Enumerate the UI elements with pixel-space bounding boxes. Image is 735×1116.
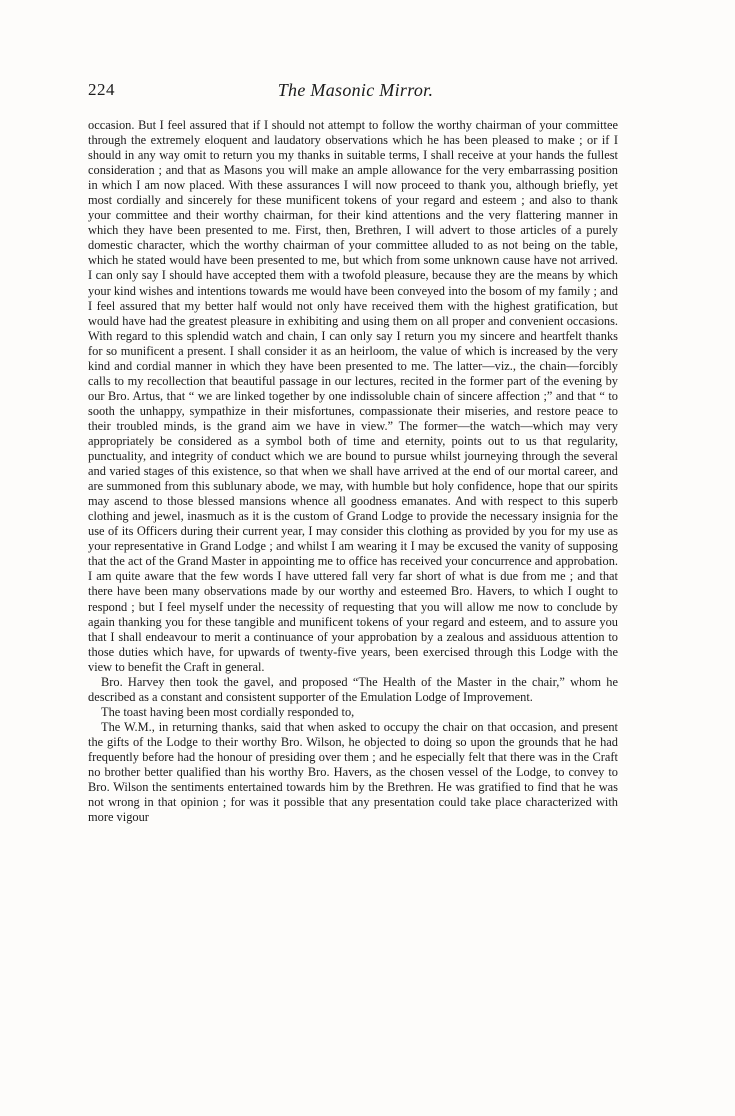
page-number: 224 bbox=[88, 80, 115, 99]
paragraph-speech: occasion. But I feel assured that if I should not attempt to follow the worthy chairman of your committee through the extremely eloquent and laudatory observations which he has been pleased to make ; or if I should in any way omit to return you my thanks in suitable terms, I shall receive at your hands the fullest consideration ; and that as Masons you will make an ample allowance for the very embarrassing position in which I am now placed. With these assurances I will now proceed to thank you, although briefly, yet most cordially and sincerely for these munificent tokens of your regard and esteem ; and also to thank your committee and their worthy chairman, for their kind attentions and the very flattering manner in which they have been presented to me. First, then, Brethren, I will advert to those articles of a purely domestic character, which the worthy chairman of your committee alluded to as not being on the table, which he stated would have been presented to me, but which from some unknown cause have not arrived. I can only say I should have accepted them with a twofold pleasure, because they are the means by which your kind wishes and intentions towards me would have been conveyed into the bosom of my family ; and I feel assured that my better half would not only have received them with the highest gratification, but would have had the greatest pleasure in exhibiting and using them on all proper and convenient occasions. With regard to this splendid watch and chain, I can only say I return you my sincere and heartfelt thanks for so munificent a present. I shall consider it as an heirloom, the value of which is increased by the very kind and cordial manner in which they have been presented to me. The latter—viz., the chain—forcibly calls to my recollection that beautiful passage in our lectures, recited in the former part of the evening by our Bro. Artus, that “ we are linked together by one indissoluble chain of sincere affection ;” and that “ to sooth the unhappy, sympathize in their misfortunes, compassionate their miseries, and restore peace to their troubled minds, is the grand aim we have in view.” The former—the watch—which may very appropriately be considered as a symbol both of time and eternity, points out to us that regularity, punctuality, and integrity of conduct which we are bound to pursue whilst journeying through the several and varied stages of this existence, so that when we shall have arrived at the end of our mortal career, and are summoned from this sublunary abode, we may, with humble but holy confidence, hope that our spirits may ascend to those blessed mansions whence all goodness emanates. And with respect to this superb clothing and jewel, inasmuch as it is the custom of Grand Lodge to provide the necessary insignia for the use of its Officers during their current year, I may consider this clothing as provided by you for my use as your representative in Grand Lodge ; and whilst I am wearing it I may be excused the vanity of supposing that the act of the Grand Master in appointing me to office has received your concurrence and approbation. I am quite aware that the few words I have uttered fall very far short of what is due from me ; and that there have been many observations made by our worthy and esteemed Bro. Havers, to which I ought to respond ; but I feel myself under the necessity of requesting that you will allow me now to conclude by again thanking you for these tangible and munificent tokens of your regard and esteem, and to assure you that I shall endeavour to merit a continuance of your approbation by a zealous and assiduous attention to those duties which have, for upwards of twenty-five years, been exercised through this Lodge with the view to benefit the Craft in general. bbox=[88, 118, 618, 674]
paragraph-wm-reply: The W.M., in returning thanks, said that when asked to occupy the chair on that occasion, and present the gifts of the Lodge to their worthy Bro. Wilson, he objected to doing so upon the grounds that he had frequently before had the honour of presiding over them ; and he especially felt that there was in the Craft no brother better qualified than his worthy Bro. Havers, as the chosen vessel of the Lodge, to convey to Bro. Wilson the sentiments entertained towards him by the Brethren. He was gratified to find that he was not wrong in that opinion ; for was it possible that any presentation could take place characterized with more vigour bbox=[88, 719, 618, 825]
page-header bbox=[88, 80, 623, 106]
body-text bbox=[88, 118, 618, 825]
running-title: The Masonic Mirror. bbox=[277, 80, 434, 100]
paragraph-toast-proposal: Bro. Harvey then took the gavel, and proposed “The Health of the Master in the chair,” whom he described as a constant and consistent supporter of the Emulation Lodge of Improvement. bbox=[88, 674, 618, 704]
paragraph-toast-response: The toast having been most cordially responded to, bbox=[101, 704, 355, 719]
